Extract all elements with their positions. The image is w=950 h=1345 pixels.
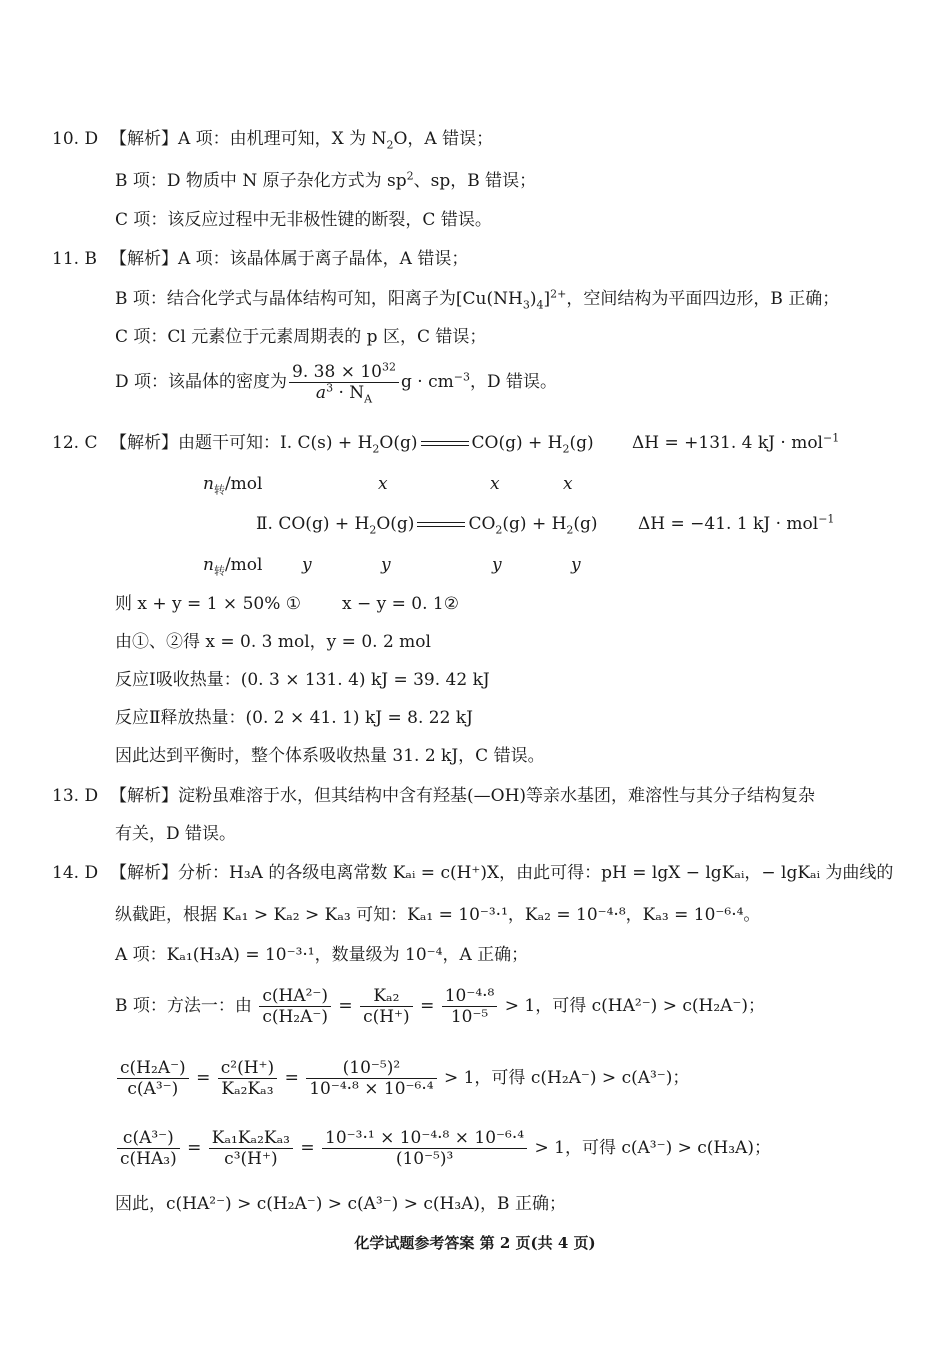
fraction: $\frac{\text{(10⁻⁵)²}}{\text{10⁻⁴·⁸ × 10⁻⁶·⁴}}$ bbox=[306, 1058, 436, 1099]
q14-option-b: B 项：方法一：由 $\frac{\text{c(HA²⁻)}}{\text{c(H₂A⁻)}}$ = $\frac{\text{Kₐ₂}}{c(H^+)}$ = $\frac{\text{10⁻⁴·⁸}}{\text{10⁻⁵}}$ > 1，可得 c(HA²⁻) > c(H₂A⁻)； bbox=[115, 986, 766, 1027]
q12-heat-1: 反应Ⅰ吸收热量：(0. 3 × 131. 4) kJ = 39. 42 kJ bbox=[115, 670, 490, 690]
q14-eq-2: $\frac{\text{c(H₂A⁻)}}{\text{c(A³⁻)}}$ = $\frac{\text{c²(H⁺)}}{\text{Kₐ₂Kₐ₃}}$ = $\frac{\text{(10⁻⁵)²}}{\text{10⁻⁴·⁸ × 10⁻⁶·⁴}}$ > 1，可得 c(H₂A⁻) > c(A³⁻)； bbox=[115, 1056, 689, 1100]
q12-eq1: 则 x + y = 1 × 50% ① bbox=[115, 594, 301, 614]
q12-eq2: x − y = 0. 1② bbox=[342, 594, 459, 614]
q13-line-2: 有关，D 错误。 bbox=[115, 824, 237, 844]
fraction: $\frac{\text{Kₐ₂}}{c(H^+)}$ bbox=[360, 986, 413, 1027]
q14-conclusion: 因此，c(HA²⁻) > c(H₂A⁻) > c(A³⁻) > c(H₃A)，B 正确； bbox=[115, 1194, 566, 1214]
row2-y-1: y bbox=[302, 555, 312, 575]
q10-label: 10. D bbox=[52, 129, 99, 149]
page-footer: 化学试题参考答案 第 2 页(共 4 页) bbox=[354, 1234, 596, 1252]
row2-y-3: y bbox=[492, 555, 502, 575]
fraction: $\frac{\text{10⁻⁴·⁸}}{\text{10⁻⁵}}$ bbox=[442, 986, 498, 1027]
q14-eq-3: $\frac{\text{c(A³⁻)}}{\text{c(HA₃)}}$ = $\frac{\text{Kₐ₁Kₐ₂Kₐ₃}}{\text{c³(H⁺)}}$ = $\frac{\text{10⁻³·¹ × 10⁻⁴·⁸ × 10⁻⁶·⁴}}{\text{(10⁻⁵)³}}$ > 1，可得 c(A³⁻) > c(H₃A)； bbox=[115, 1126, 771, 1170]
row2-y-2: y bbox=[381, 555, 391, 575]
fraction: $\frac{\text{Kₐ₁Kₐ₂Kₐ₃}}{\text{c³(H⁺)}}$ bbox=[209, 1128, 293, 1169]
fraction: $\frac{\text{c(H₂A⁻)}}{\text{c(A³⁻)}}$ bbox=[117, 1058, 189, 1099]
q11-option-c: C 项：Cl 元素位于元素周期表的 p 区，C 错误； bbox=[115, 327, 487, 347]
n-label-1: $n_转$/mol bbox=[203, 474, 263, 497]
n-label-2: $n_转$/mol bbox=[203, 555, 263, 578]
q13-label: 13. D bbox=[52, 786, 99, 806]
q12-conclusion: 因此达到平衡时，整个体系吸收热量 31. 2 kJ，C 错误。 bbox=[115, 746, 545, 766]
q11-label: 11. B bbox=[52, 249, 97, 269]
q14-label: 14. D bbox=[52, 863, 99, 883]
equilibrium-arrow-icon bbox=[417, 520, 465, 530]
row1-x-2: x bbox=[490, 474, 500, 494]
q14-option-a: A 项：Kₐ₁(H₃A) = 10⁻³·¹，数量级为 10⁻⁴，A 正确； bbox=[115, 945, 529, 965]
q12-line: 12. C 【解析】由题干可知：Ⅰ. $C(s) + H_2O(g) CO(g) + H_2(g)$ bbox=[52, 433, 594, 456]
dh1: ΔH = +131. 4 kJ · mol$^{-1}$ bbox=[632, 431, 840, 453]
q12-heat-2: 反应Ⅱ释放热量：(0. 2 × 41. 1) kJ = 8. 22 kJ bbox=[115, 708, 473, 728]
equilibrium-arrow-icon bbox=[421, 439, 469, 449]
q14-line-2: 纵截距，根据 Kₐ₁ > Kₐ₂ > Kₐ₃ 可知：Kₐ₁ = 10⁻³·¹，Kₐ₂ = 10⁻⁴·⁸，Kₐ₃ = 10⁻⁶·⁴。 bbox=[115, 905, 761, 925]
fraction: $\frac{\text{c(A³⁻)}}{\text{c(HA₃)}}$ bbox=[117, 1128, 180, 1169]
q12-solve: 由①、②得 x = 0. 3 mol，y = 0. 2 mol bbox=[115, 632, 431, 652]
q11-option-d: D 项：该晶体的密度为 $\frac{9. 38 \times 10^{32}}{a^3 \cdot N_A}$ $g \cdot cm^{-3}$，D 错误。 bbox=[115, 360, 558, 406]
q10-option-c: C 项：该反应过程中无非极性键的断裂，C 错误。 bbox=[115, 210, 492, 230]
fraction: $\frac{\text{c(HA²⁻)}}{\text{c(H₂A⁻)}}$ bbox=[259, 986, 331, 1027]
density-fraction: $\frac{9. 38 \times 10^{32}}{a^3 \cdot N_A}$ bbox=[289, 362, 399, 403]
q11-line: 11. B 【解析】A 项：该晶体属于离子晶体，A 错误； bbox=[52, 249, 469, 269]
row2-y-4: y bbox=[571, 555, 581, 575]
reaction-2: Ⅱ. $CO(g) + H_2O(g) CO_2(g) + H_2(g)$ bbox=[256, 514, 598, 537]
q11-option-b: B 项：结合化学式与晶体结构可知，阳离子为$[Cu(NH_3)_4]^{2+}$，空间结构为平面四边形，B 正确； bbox=[115, 287, 840, 312]
dh2: ΔH = −41. 1 kJ · mol$^{-1}$ bbox=[638, 512, 835, 534]
fraction: $\frac{\text{c²(H⁺)}}{\text{Kₐ₂Kₐ₃}}$ bbox=[218, 1058, 277, 1099]
q13-line: 13. D 【解析】淀粉虽难溶于水，但其结构中含有羟基(—OH)等亲水基团，难溶性与其分子结构复杂 bbox=[52, 786, 816, 806]
q10-option-b: B 项：D 物质中 N 原子杂化方式为 $sp^2$、sp，B 错误； bbox=[115, 169, 537, 191]
row1-x-1: x bbox=[378, 474, 388, 494]
q10-line: 10. D 【解析】A 项：由机理可知，X 为 $N_2O$，A 错误； bbox=[52, 129, 494, 152]
q12-label: 12. C bbox=[52, 433, 98, 453]
fraction: $\frac{\text{10⁻³·¹ × 10⁻⁴·⁸ × 10⁻⁶·⁴}}{\text{(10⁻⁵)³}}$ bbox=[322, 1128, 527, 1169]
q14-line: 14. D 【解析】分析：H₃A 的各级电离常数 Kₐᵢ = c(H⁺)X，由此可得：pH = lgX − lgKₐᵢ，− lgKₐᵢ 为曲线的 bbox=[52, 863, 894, 883]
row1-x-3: x bbox=[563, 474, 573, 494]
